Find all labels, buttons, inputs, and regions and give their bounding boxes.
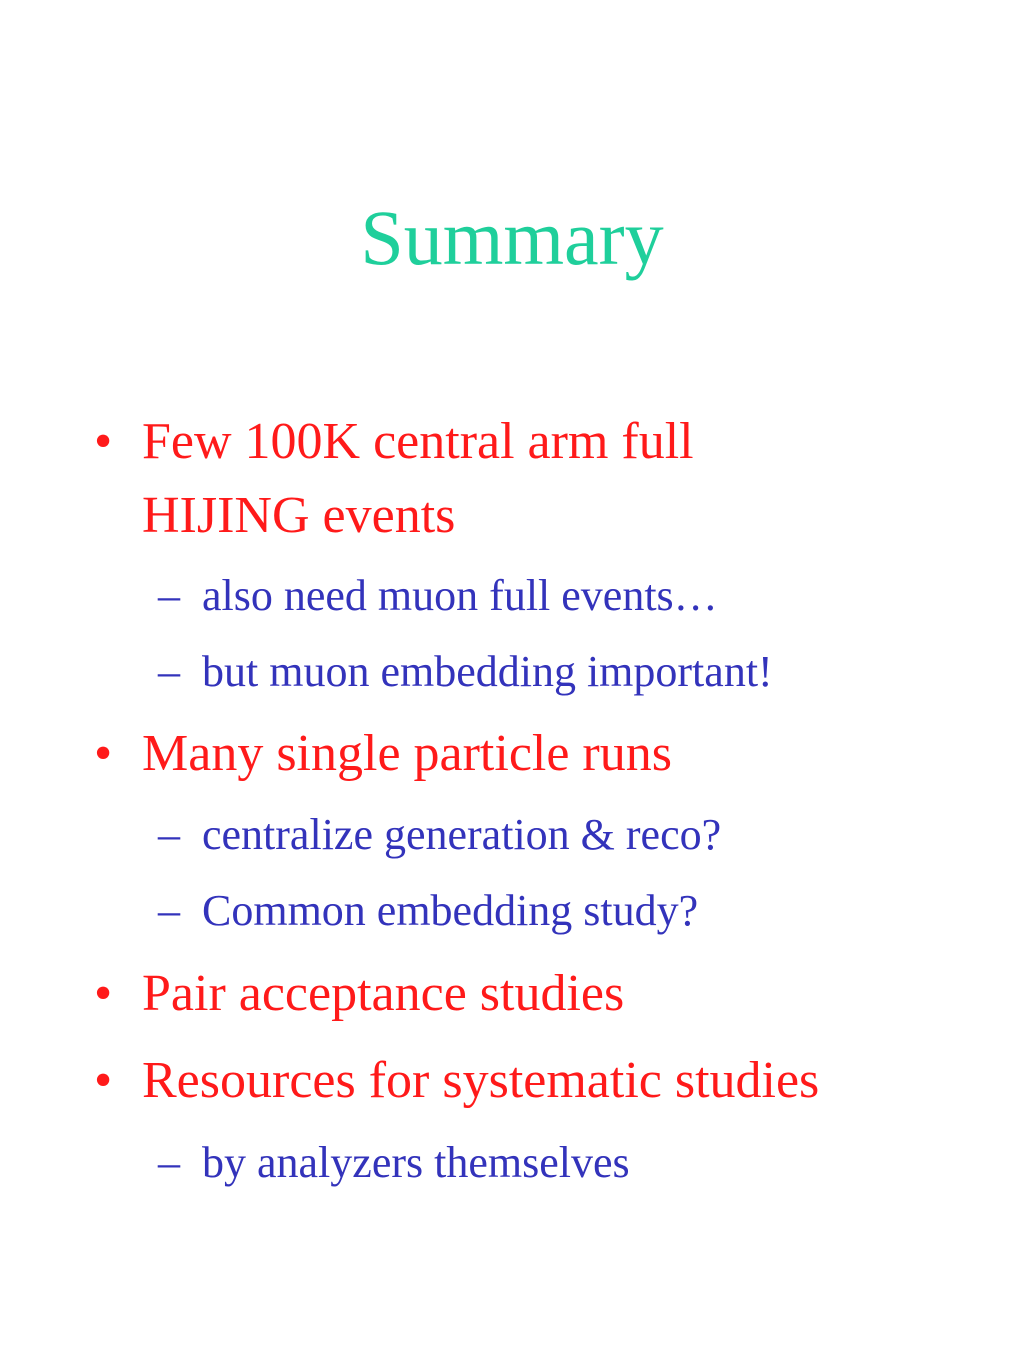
bullet-item-continuation <box>142 477 455 555</box>
bullet-text: Resources for systematic studies <box>142 1052 820 1109</box>
sub-bullet-text: centralize generation & reco? <box>202 810 722 859</box>
bullet-marker: • <box>94 965 113 1022</box>
sub-bullet-item <box>158 1133 630 1193</box>
bullet-text: Few 100K central arm full <box>142 413 694 470</box>
slide-title: Summary <box>360 194 664 281</box>
sub-bullet-item <box>158 566 718 626</box>
sub-bullet-item <box>158 881 699 941</box>
sub-bullet-text: Common embedding study? <box>202 886 699 935</box>
bullet-text: Many single particle runs <box>142 725 672 782</box>
bullet-item <box>94 955 625 1033</box>
bullet-marker: • <box>94 1052 113 1109</box>
bullet-item <box>94 403 694 481</box>
bullet-text: Pair acceptance studies <box>142 965 625 1022</box>
sub-bullet-text: but muon embedding important! <box>202 647 773 696</box>
bullet-text: HIJING events <box>142 487 456 544</box>
sub-bullet-text: by analyzers themselves <box>202 1138 630 1187</box>
sub-bullet-marker: – <box>158 886 180 935</box>
sub-bullet-marker: – <box>158 571 180 620</box>
bullet-item <box>94 1042 820 1120</box>
sub-bullet-marker: – <box>158 810 180 859</box>
sub-bullet-marker: – <box>158 1138 180 1187</box>
sub-bullet-item <box>158 642 773 702</box>
sub-bullet-text: also need muon full events… <box>202 571 718 620</box>
sub-bullet-item <box>158 805 722 865</box>
bullet-item <box>94 715 672 793</box>
bullet-marker: • <box>94 725 113 782</box>
bullet-marker: • <box>94 413 113 470</box>
sub-bullet-marker: – <box>158 647 180 696</box>
